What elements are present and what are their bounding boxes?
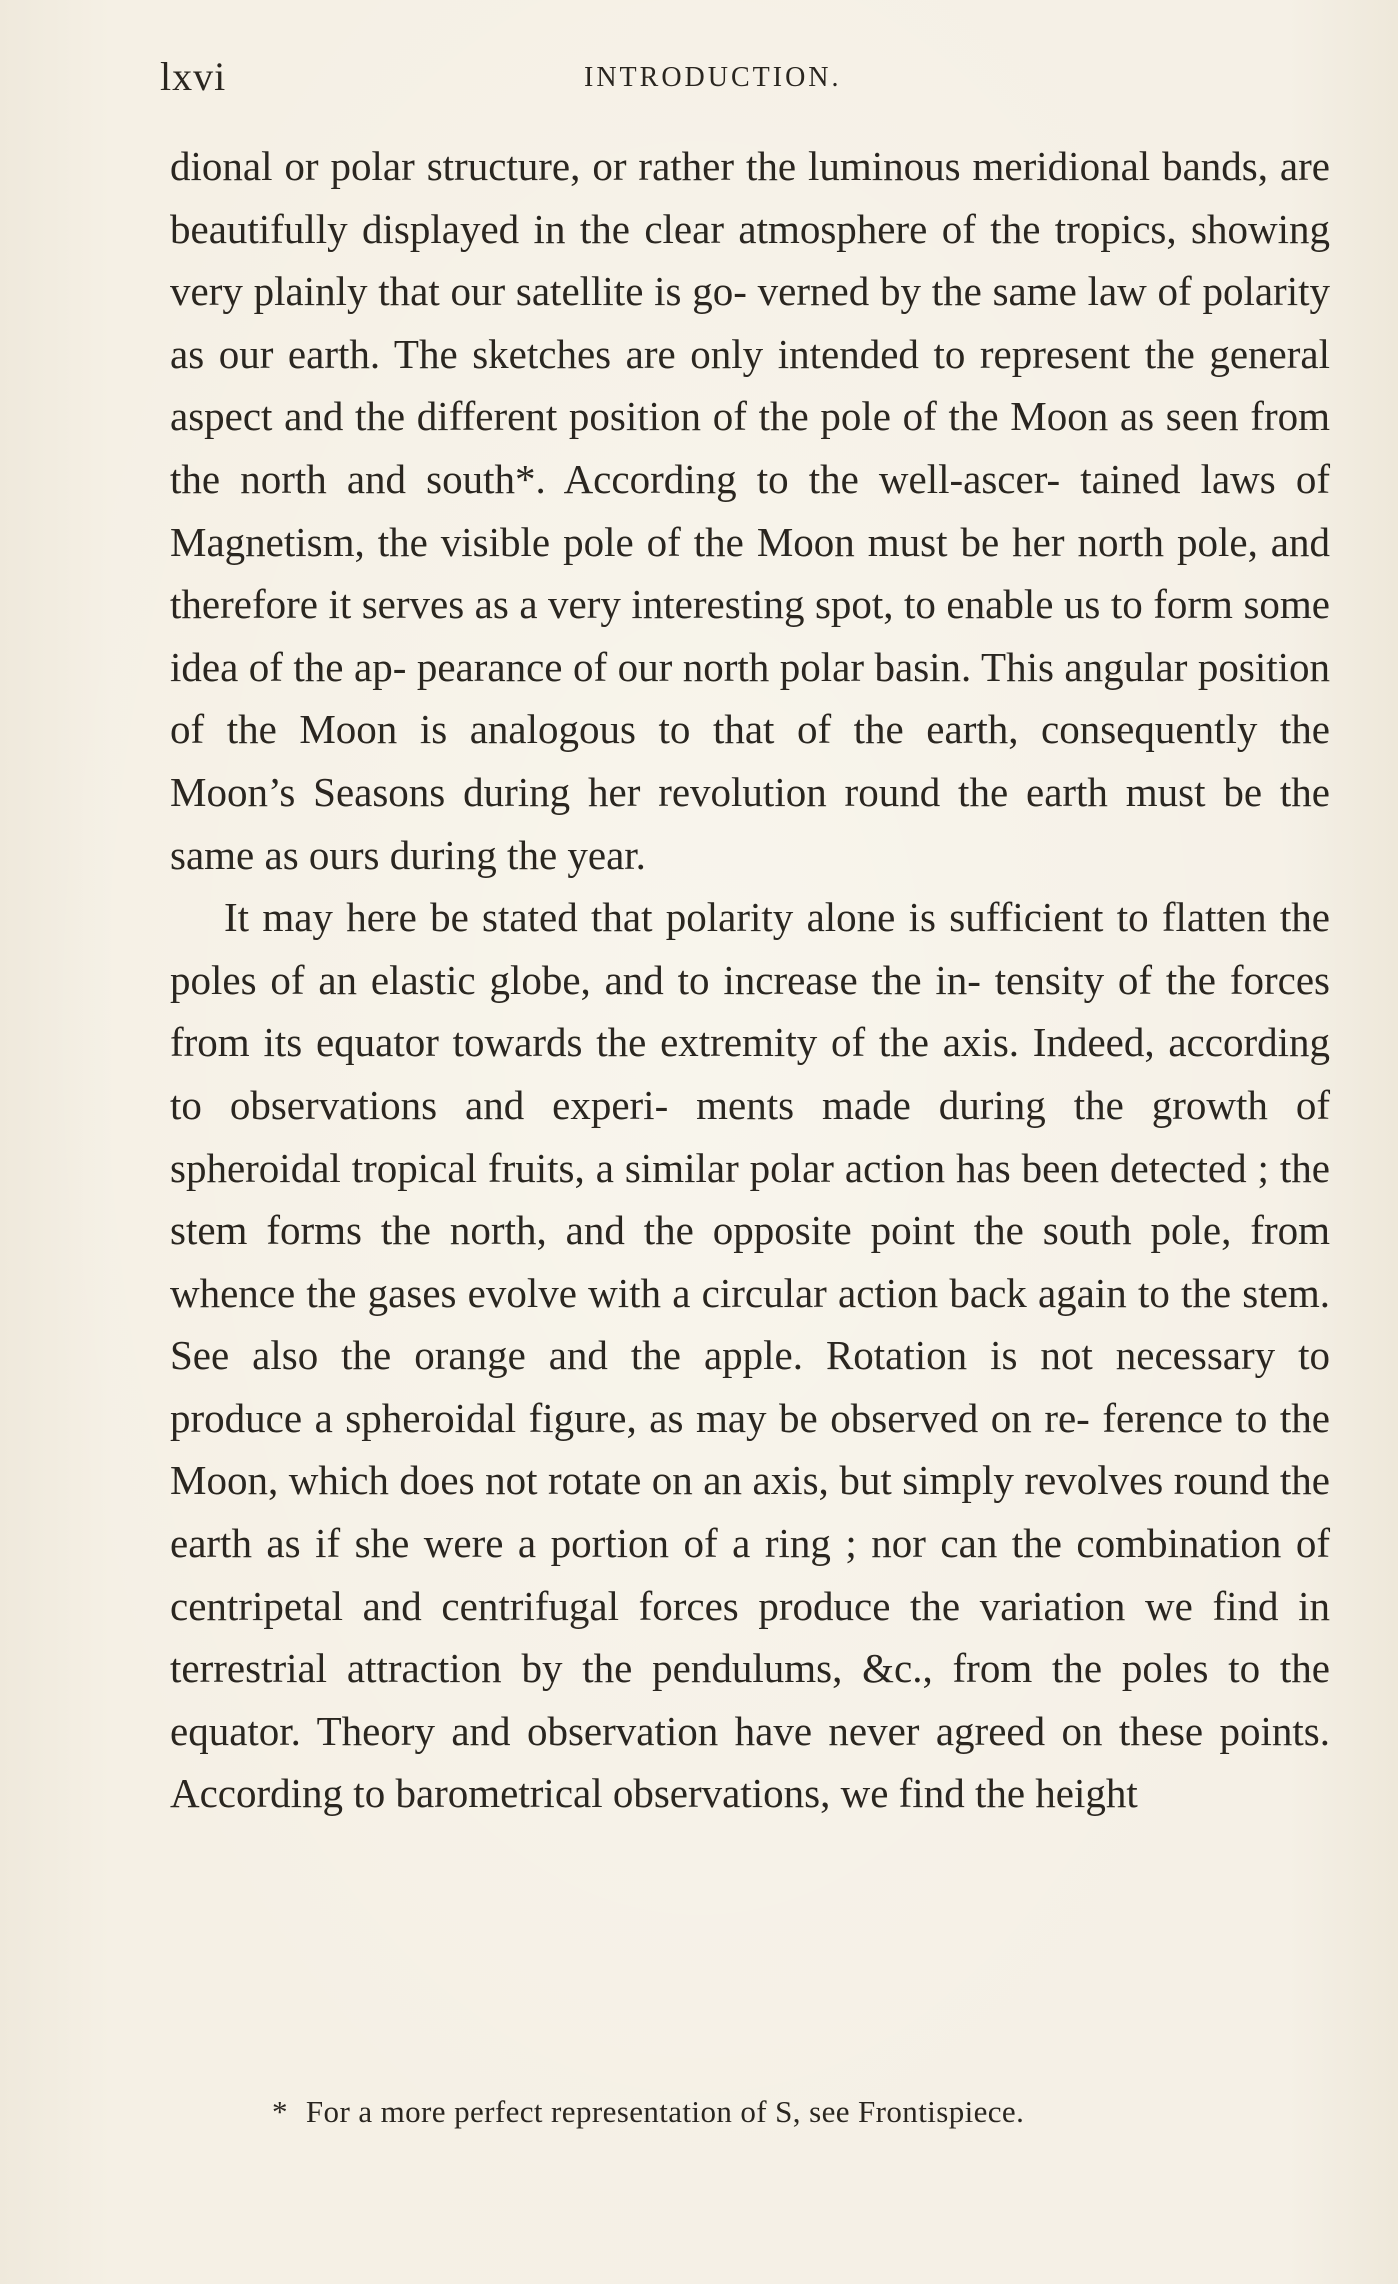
page-number: lxvi (160, 54, 227, 99)
paragraph-continued: dional or polar structure, or rather the luminous meridional bands, are beautifully displayed in the clear atmosphere of the tropics, showing very plainly that our satellite is go- verned by the same law of polarity as our earth. The sketches are only intended to represent the general aspect and the different position of the pole of the Moon as seen from the north and south*. According to the well-ascer- tained laws of Magnetism, the visible pole of the Moon must be her north pole, and therefore it serves as a very interesting spot, to enable us to form some idea of the ap- pearance of our north polar basin. This angular position of the Moon is analogous to that of the earth, consequently the Moon’s Seasons during her revolution round the earth must be the same as ours during the year. (170, 143, 1330, 878)
running-title: INTRODUCTION. (584, 62, 842, 93)
footnote (272, 2090, 1312, 2134)
body-text (170, 135, 1330, 1825)
running-head (160, 52, 1310, 102)
paragraph-polarity: It may here be stated that polarity alone is sufficient to flatten the poles of an elastic globe, and to increase the in- tensity of the forces from its equator towards the extremity of the axis. Indeed, according to observations and experi- ments made during the growth of spheroidal tropical fruits, a similar polar action has been detected ; the stem forms the north, and the opposite point the south pole, from whence the gases evolve with a circular action back again to the stem. See also the orange and the apple. Rotation is not necessary to produce a spheroidal figure, as may be observed on re- ference to the Moon, which does not rotate on an axis, but simply revolves round the earth as if she were a portion of a ring ; nor can the combination of centripetal and centrifugal forces produce the variation we find in terrestrial attraction by the pendulums, &c., from the poles to the equator. Theory and observation have never agreed on these points. According to barometrical observations, we find the height (170, 894, 1330, 1817)
footnote-asterisk: * (272, 2094, 288, 2129)
footnote-text: For a more perfect representation of S, see Frontispiece. (305, 2094, 1025, 2129)
